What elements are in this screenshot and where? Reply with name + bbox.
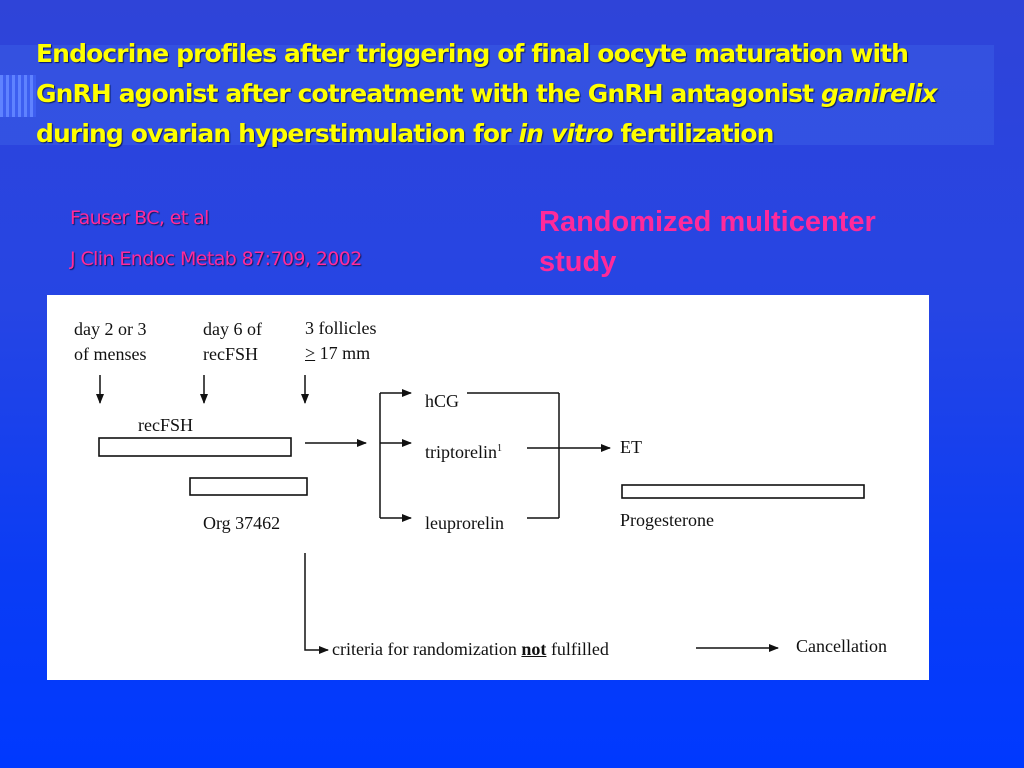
timepoint3-line1: 3 follicles (305, 318, 377, 338)
recfsh-bar (99, 438, 291, 456)
title-italic-in-vitro: in vitro (518, 119, 613, 148)
timepoint1-line2: of menses (74, 344, 147, 364)
antagonist-label: Org 37462 (203, 513, 281, 533)
title-bold: Endocrine profiles (36, 39, 277, 68)
footnote-marker: 1 (496, 443, 502, 454)
decorative-stripes (0, 75, 36, 117)
progesterone-bar (622, 485, 864, 498)
cancellation-label: Cancellation (796, 636, 887, 656)
timepoint2-line1: day 6 of (203, 319, 262, 339)
trigger-hcg: hCG (425, 391, 460, 411)
criteria-path (305, 553, 328, 650)
title-part3: fertilization (612, 119, 774, 148)
citation-journal: J Clin Endoc Metab 87:709, 2002 (70, 248, 362, 270)
criteria-text: criteria for randomization not fulfilled (332, 639, 609, 659)
trigger-triptorelin: triptorelin$^1$ (425, 442, 502, 462)
timepoint1-line1: day 2 or 3 (74, 319, 147, 339)
timepoint2-line2: recFSH (203, 344, 258, 364)
slide-title (36, 34, 986, 154)
title-part1: after triggering of final oocyte maturation with GnRH agonist after cotreatment with the GnRH antagonist (36, 39, 909, 108)
et-label: ET (620, 437, 642, 457)
trigger-leuprorelin: leuprorelin (425, 513, 504, 533)
protocol-diagram-lines (47, 295, 929, 680)
citation-authors: Fauser BC, et al (70, 207, 209, 229)
criteria-not: not (521, 639, 547, 659)
progesterone-label: Progesterone (620, 510, 714, 530)
antagonist-bar (190, 478, 307, 495)
title-part2: during ovarian hyperstimulation for (36, 119, 519, 148)
timepoint3-line2: > 17 mm (305, 343, 371, 363)
protocol-diagram (47, 295, 929, 680)
study-design-note: Randomized multicenter study (539, 206, 876, 278)
title-italic-ganirelix: ganirelix (821, 79, 937, 108)
greater-equal-sign: > (305, 343, 316, 363)
recfsh-label: recFSH (138, 415, 193, 435)
